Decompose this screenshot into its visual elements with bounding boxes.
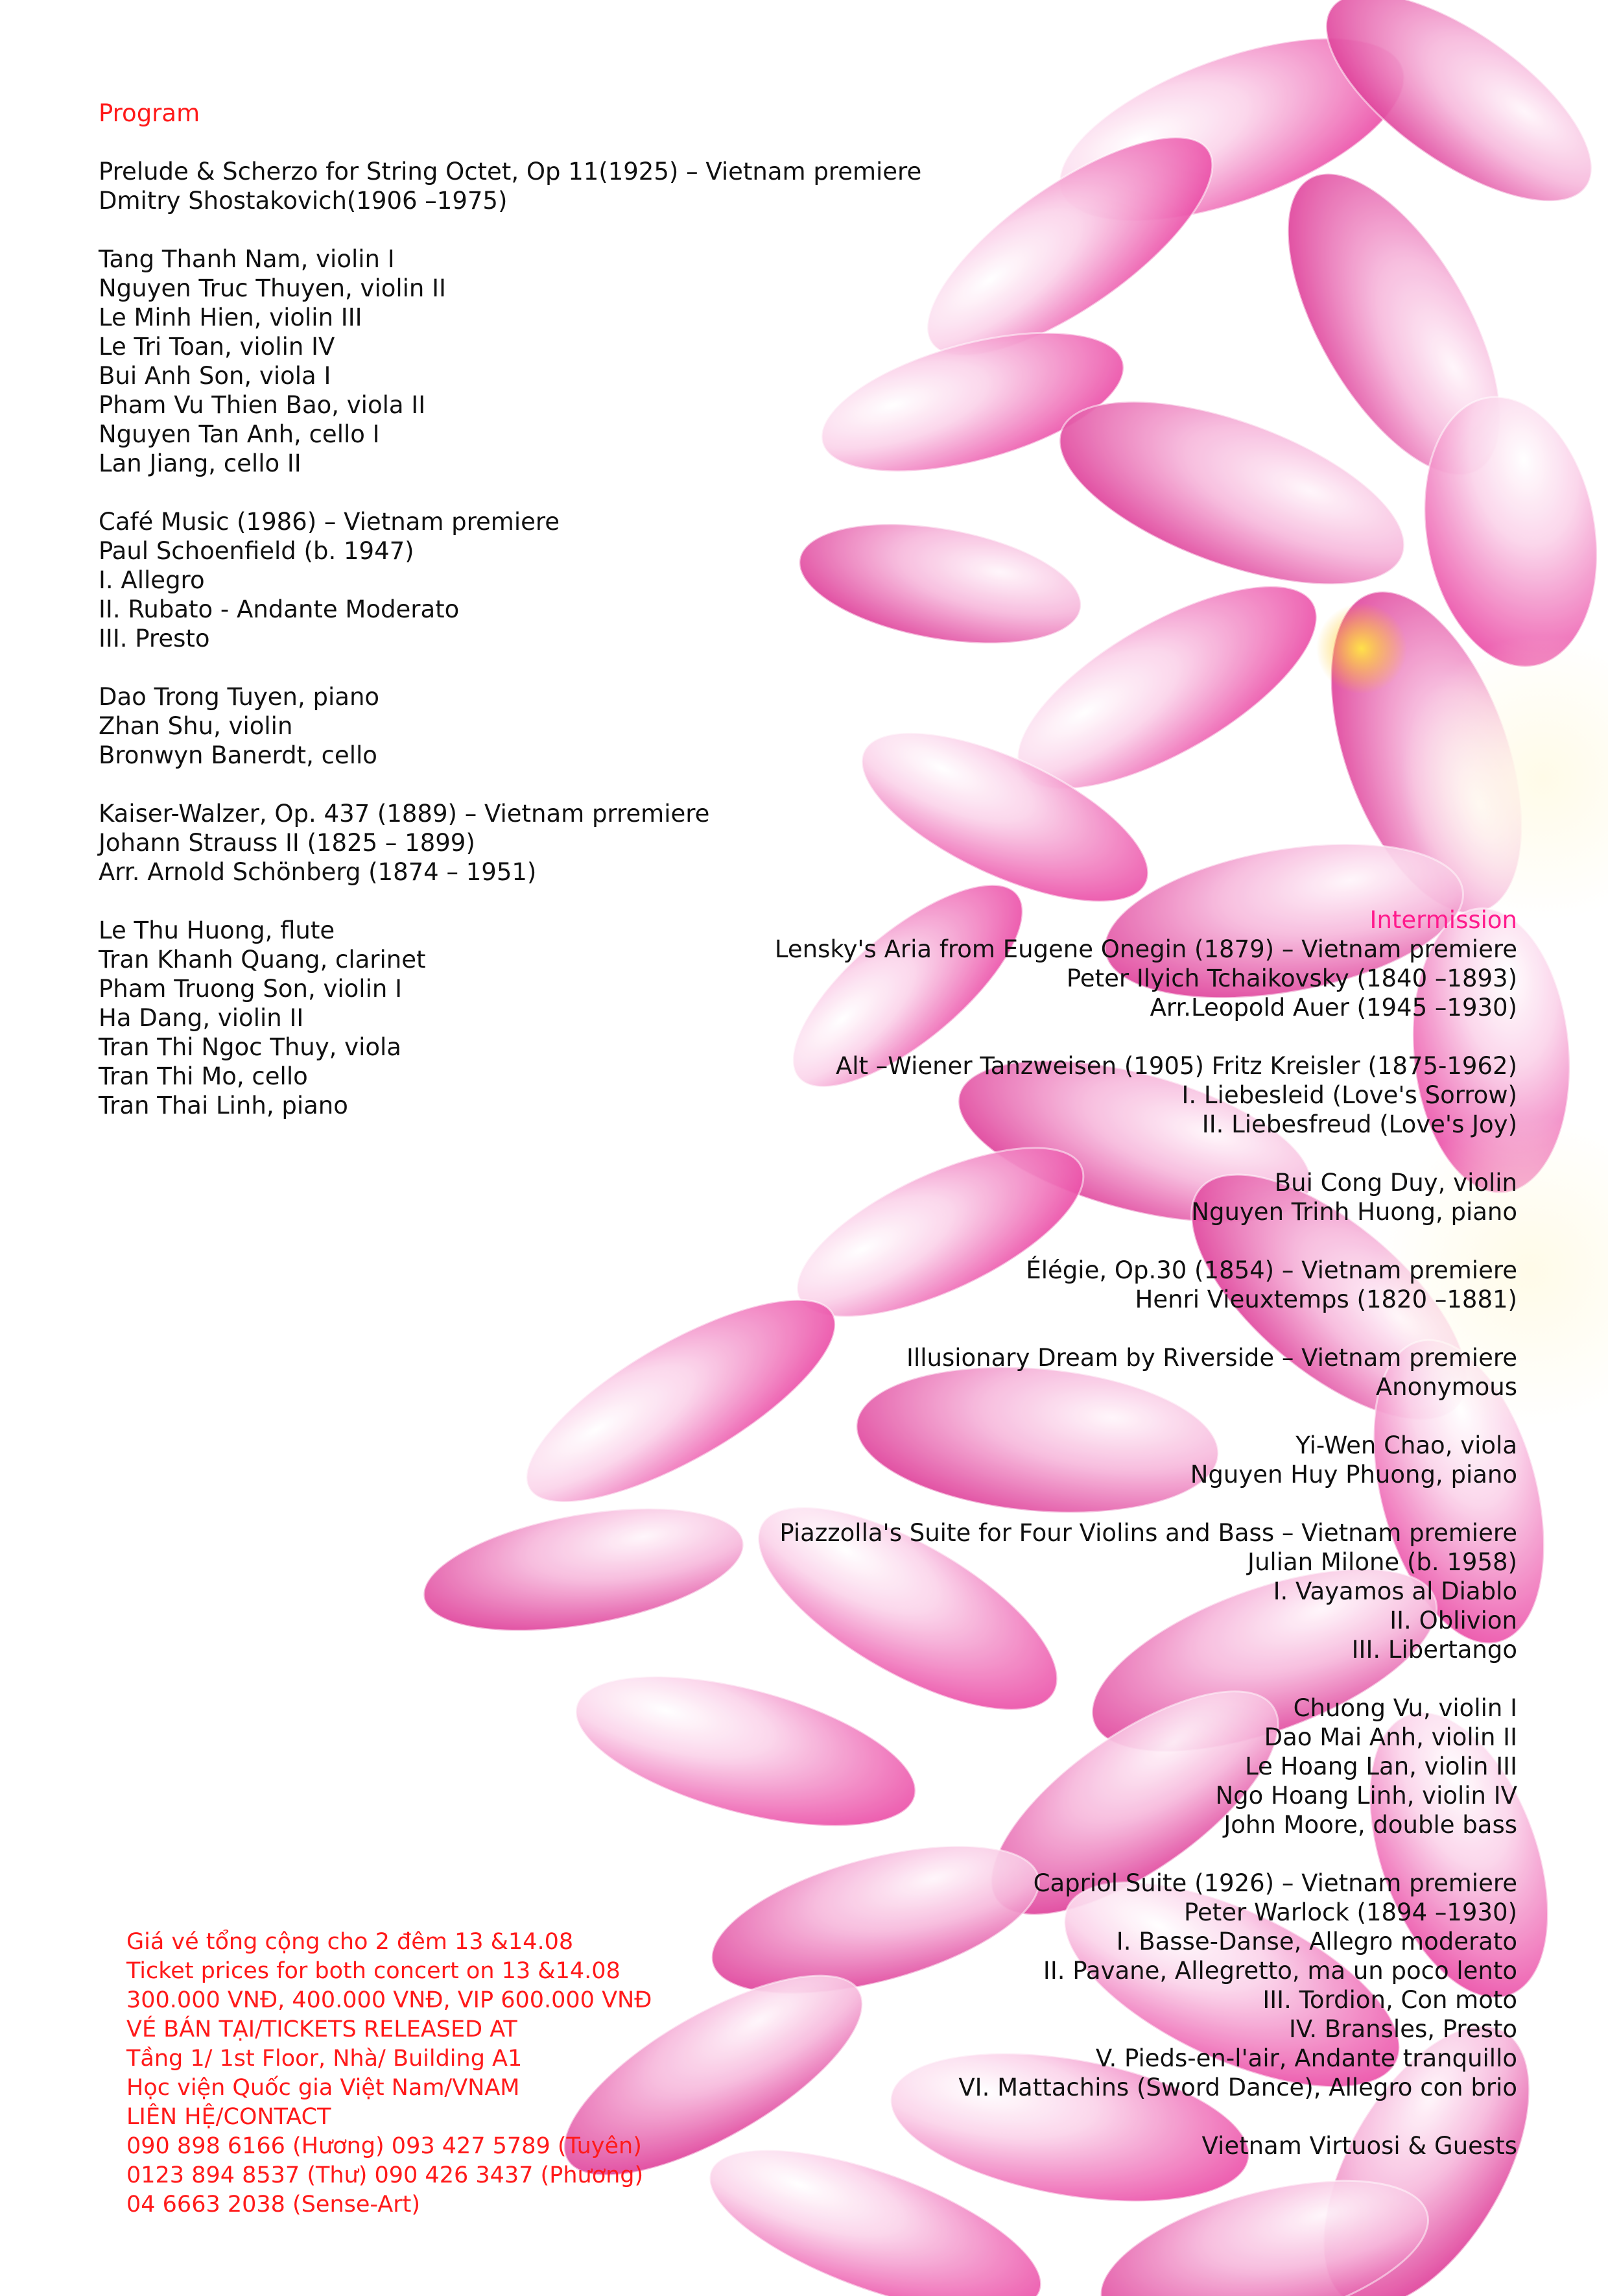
block-elegie bbox=[775, 1256, 1517, 1314]
text-line: VI. Mattachins (Sword Dance), Allegro con brio bbox=[958, 2074, 1517, 2101]
text-line: Capriol Suite (1926) – Vietnam premiere bbox=[1033, 1869, 1517, 1897]
text-line: Anonymous bbox=[1375, 1373, 1517, 1401]
block-duo-performers bbox=[775, 1168, 1517, 1226]
text-line: Paul Schoenfield (b. 1947) bbox=[99, 537, 414, 565]
block-octet-performers bbox=[99, 245, 921, 478]
ticket-line: VÉ BÁN TẠI/TICKETS RELEASED AT bbox=[126, 2016, 517, 2042]
text-line: Tang Thanh Nam, violin I bbox=[99, 245, 395, 273]
text-line: Nguyen Trinh Huong, piano bbox=[1191, 1198, 1517, 1226]
block-viola-performers bbox=[775, 1431, 1517, 1489]
text-line: I. Liebesleid (Love's Sorrow) bbox=[1181, 1081, 1517, 1109]
text-line: Piazzolla's Suite for Four Violins and Bass – Vietnam premiere bbox=[779, 1519, 1517, 1547]
block-trio-performers bbox=[99, 682, 921, 770]
text-line: Nguyen Tan Anh, cello I bbox=[99, 420, 380, 448]
text-line: II. Liebesfreud (Love's Joy) bbox=[1201, 1110, 1517, 1138]
text-line: Le Hoang Lan, violin III bbox=[1245, 1752, 1517, 1780]
block-lensky-aria bbox=[775, 935, 1517, 1022]
text-line: Illusionary Dream by Riverside – Vietnam premiere bbox=[906, 1344, 1517, 1372]
text-line: Tran Thai Linh, piano bbox=[99, 1092, 348, 1119]
text-line: II. Rubato - Andante Moderato bbox=[99, 595, 460, 623]
ticket-line: 300.000 VNĐ, 400.000 VNĐ, VIP 600.000 VNĐ bbox=[126, 1987, 652, 2013]
text-line: Peter Ilyich Tchaikovsky (1840 –1893) bbox=[1066, 964, 1517, 992]
text-line: Tran Thi Ngoc Thuy, viola bbox=[99, 1033, 401, 1061]
ticket-info bbox=[126, 1928, 652, 2219]
text-line: Tran Thi Mo, cello bbox=[99, 1062, 308, 1090]
text-line: Julian Milone (b. 1958) bbox=[1247, 1548, 1517, 1576]
text-line: Café Music (1986) – Vietnam premiere bbox=[99, 508, 560, 536]
block-quintet-performers bbox=[775, 1693, 1517, 1839]
text-line: Ha Dang, violin II bbox=[99, 1004, 304, 1032]
text-line: Bui Anh Son, viola I bbox=[99, 362, 331, 390]
program-heading: Program bbox=[99, 99, 200, 127]
text-line: I. Allegro bbox=[99, 566, 205, 594]
ticket-line: LIÊN HỆ/CONTACT bbox=[126, 2104, 331, 2130]
block-shostakovich bbox=[99, 157, 921, 215]
block-ensemble bbox=[775, 2131, 1517, 2160]
text-line: Nguyen Truc Thuyen, violin II bbox=[99, 274, 446, 302]
block-kaiser-walzer bbox=[99, 799, 921, 887]
text-line: Tran Khanh Quang, clarinet bbox=[99, 946, 426, 974]
text-line: III. Libertango bbox=[1351, 1636, 1517, 1664]
text-line: Chuong Vu, violin I bbox=[1293, 1694, 1517, 1722]
text-line: Yi-Wen Chao, viola bbox=[1295, 1431, 1517, 1459]
text-line: Le Tri Toan, violin IV bbox=[99, 333, 335, 361]
text-line: Arr. Arnold Schönberg (1874 – 1951) bbox=[99, 858, 537, 886]
text-line: Lensky's Aria from Eugene Onegin (1879) – Vietnam premiere bbox=[774, 935, 1517, 963]
ticket-line: Tầng 1/ 1st Floor, Nhà/ Building A1 bbox=[126, 2046, 523, 2072]
text-line: Peter Warlock (1894 –1930) bbox=[1183, 1898, 1517, 1926]
right-program-column bbox=[775, 905, 1517, 2160]
text-line: Dao Trong Tuyen, piano bbox=[99, 683, 380, 711]
text-line: V. Pieds-en-l'air, Andante tranquillo bbox=[1095, 2044, 1517, 2072]
text-line: IV. Bransles, Presto bbox=[1288, 2015, 1517, 2043]
text-line: Johann Strauss II (1825 – 1899) bbox=[99, 829, 475, 857]
text-line: Kaiser-Walzer, Op. 437 (1889) – Vietnam prremiere bbox=[99, 800, 710, 828]
text-line: Dmitry Shostakovich(1906 –1975) bbox=[99, 187, 508, 215]
text-line: Prelude & Scherzo for String Octet, Op 11(1925) – Vietnam premiere bbox=[99, 158, 922, 185]
lotus-center bbox=[1316, 603, 1407, 694]
ticket-line: 090 898 6166 (Hương) 093 427 5789 (Tuyên) bbox=[126, 2133, 642, 2159]
text-line: III. Tordion, Con moto bbox=[1262, 1986, 1517, 2014]
ticket-line: Giá vé tổng cộng cho 2 đêm 13 &14.08 bbox=[126, 1929, 574, 1955]
lotus-petal bbox=[414, 1487, 753, 1652]
text-line: Le Thu Huong, flute bbox=[99, 916, 335, 944]
text-line: III. Presto bbox=[99, 625, 210, 652]
block-capriol-suite bbox=[775, 1869, 1517, 2102]
block-illusionary-dream bbox=[775, 1343, 1517, 1402]
text-line: John Moore, double bass bbox=[1224, 1811, 1517, 1839]
ticket-line: 04 6663 2038 (Sense-Art) bbox=[126, 2192, 420, 2218]
text-line: Lan Jiang, cello II bbox=[99, 449, 302, 477]
text-line: I. Vayamos al Diablo bbox=[1273, 1577, 1517, 1605]
text-line: I. Basse-Danse, Allegro moderato bbox=[1116, 1928, 1517, 1955]
text-line: Dao Mai Anh, violin II bbox=[1264, 1723, 1517, 1751]
ticket-line: 0123 894 8537 (Thư) 090 426 3437 (Phương) bbox=[126, 2162, 644, 2188]
text-line: Bronwyn Banerdt, cello bbox=[99, 741, 377, 769]
text-line: Ngo Hoang Linh, violin IV bbox=[1215, 1782, 1517, 1810]
text-line: Bui Cong Duy, violin bbox=[1274, 1169, 1517, 1197]
text-line: Vietnam Virtuosi & Guests bbox=[1201, 2132, 1517, 2160]
text-line: Pham Truong Son, violin I bbox=[99, 975, 402, 1003]
text-line: Alt –Wiener Tanzweisen (1905) Fritz Kreisler (1875-1962) bbox=[835, 1052, 1517, 1080]
block-cafe-music bbox=[99, 507, 921, 653]
text-line: Nguyen Huy Phuong, piano bbox=[1190, 1461, 1517, 1489]
text-line: Henri Vieuxtemps (1820 –1881) bbox=[1135, 1286, 1517, 1313]
ticket-line: Học viện Quốc gia Việt Nam/VNAM bbox=[126, 2075, 520, 2101]
text-line: Élégie, Op.30 (1854) – Vietnam premiere bbox=[1026, 1256, 1517, 1284]
text-line: Zhan Shu, violin bbox=[99, 712, 293, 740]
text-line: II. Oblivion bbox=[1389, 1607, 1517, 1634]
block-piazzolla bbox=[775, 1518, 1517, 1664]
block-kreisler bbox=[775, 1051, 1517, 1139]
text-line: Pham Vu Thien Bao, viola II bbox=[99, 391, 426, 419]
text-line: Le Minh Hien, violin III bbox=[99, 304, 362, 331]
intermission-heading: Intermission bbox=[1369, 906, 1517, 934]
text-line: Arr.Leopold Auer (1945 –1930) bbox=[1150, 994, 1517, 1022]
text-line: II. Pavane, Allegretto, ma un poco lento bbox=[1043, 1957, 1517, 1985]
ticket-line: Ticket prices for both concert on 13 &14.08 bbox=[126, 1958, 621, 1984]
